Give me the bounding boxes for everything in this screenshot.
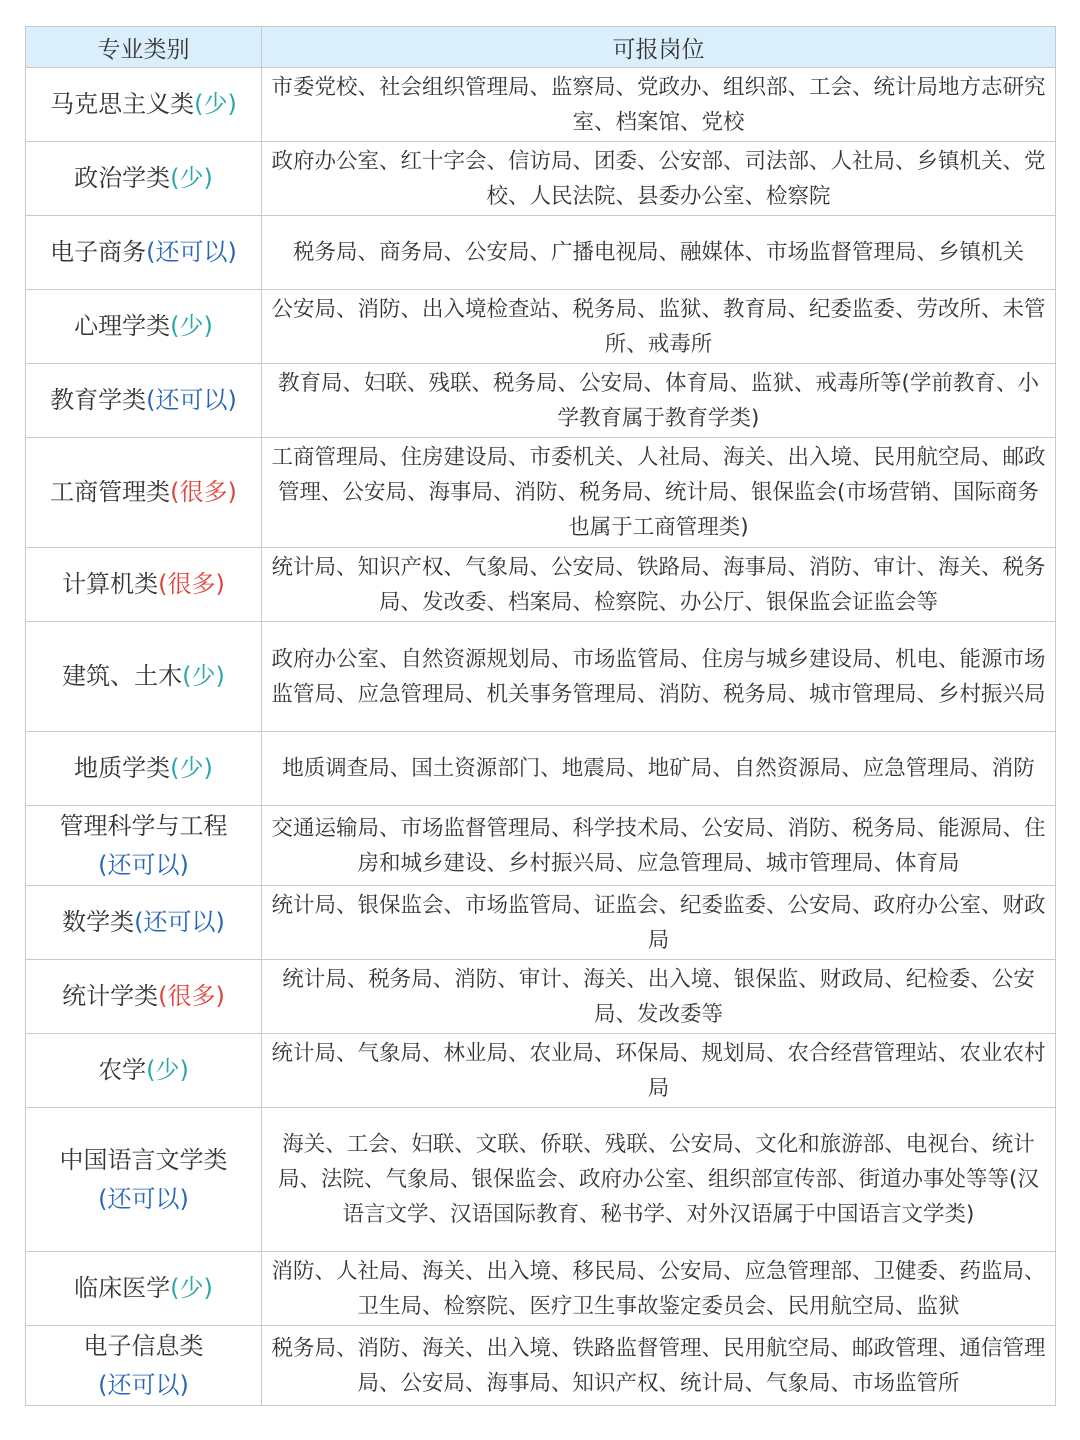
demand-level-tag: (少) <box>170 754 213 782</box>
major-name: 心理学类 <box>74 312 171 340</box>
major-category-cell <box>26 290 262 364</box>
available-positions-cell: 海关、工会、妇联、文联、侨联、残联、公安局、文化和旅游部、电视台、统计局、法院、气象局、银保监会、政府办公室、组织部宣传部、街道办事处等等(汉语言文学、汉语国际教育、秘书学、对外汉语属于中国语言文学类) <box>262 1108 1056 1252</box>
available-positions-cell: 地质调查局、国土资源部门、地震局、地矿局、自然资源局、应急管理局、消防 <box>262 732 1056 806</box>
demand-level-tag: (少) <box>170 164 213 192</box>
available-positions-cell: 工商管理局、住房建设局、市委机关、人社局、海关、出入境、民用航空局、邮政管理、公安局、海事局、消防、税务局、统计局、银保监会(市场营销、国际商务也属于工商管理类) <box>262 438 1056 548</box>
major-category-cell <box>26 1252 262 1326</box>
available-positions-cell: 统计局、银保监会、市场监管局、证监会、纪委监委、公安局、政府办公室、财政局 <box>262 886 1056 960</box>
demand-level-tag: (还可以) <box>98 1370 189 1399</box>
major-category-cell <box>26 806 262 886</box>
major-category-cell <box>26 438 262 548</box>
available-positions-cell: 市委党校、社会组织管理局、监察局、党政办、组织部、工会、统计局地方志研究室、档案馆、党校 <box>262 68 1056 142</box>
table-row <box>26 806 1056 886</box>
header-available-positions: 可报岗位 <box>262 27 1056 68</box>
table-row <box>26 548 1056 622</box>
major-category-cell <box>26 732 262 806</box>
available-positions-cell: 税务局、消防、海关、出入境、铁路监督管理、民用航空局、邮政管理、通信管理局、公安局、海事局、知识产权、统计局、气象局、市场监管所 <box>262 1326 1056 1406</box>
major-name: 农学 <box>98 1056 147 1084</box>
major-category-cell <box>26 216 262 290</box>
major-category-cell <box>26 886 262 960</box>
available-positions-cell: 统计局、知识产权、气象局、公安局、铁路局、海事局、消防、审计、海关、税务局、发改委、档案局、检察院、办公厅、银保监会证监会等 <box>262 548 1056 622</box>
major-name: 电子信息类 <box>83 1331 204 1360</box>
major-name: 统计学类 <box>62 982 159 1010</box>
demand-level-tag: (还可以) <box>98 1184 189 1213</box>
table-row <box>26 1108 1056 1252</box>
table-row <box>26 142 1056 216</box>
header-major-category: 专业类别 <box>26 27 262 68</box>
table-row <box>26 960 1056 1034</box>
table-row <box>26 886 1056 960</box>
major-name: 教育学类 <box>50 386 147 414</box>
demand-level-tag: (很多) <box>170 478 237 506</box>
major-name: 数学类 <box>62 908 135 936</box>
table-row <box>26 1326 1056 1406</box>
major-name: 工商管理类 <box>50 478 171 506</box>
major-category-cell <box>26 1108 262 1252</box>
table-row <box>26 290 1056 364</box>
table-header-row <box>26 27 1056 68</box>
major-category-cell <box>26 68 262 142</box>
demand-level-tag: (少) <box>170 312 213 340</box>
available-positions-cell: 公安局、消防、出入境检查站、税务局、监狱、教育局、纪委监委、劳改所、未管所、戒毒所 <box>262 290 1056 364</box>
table-row <box>26 732 1056 806</box>
major-name: 电子商务 <box>50 238 147 266</box>
major-name: 中国语言文学类 <box>59 1145 228 1174</box>
table-row <box>26 438 1056 548</box>
table-row <box>26 1034 1056 1108</box>
available-positions-cell: 统计局、气象局、林业局、农业局、环保局、规划局、农合经营管理站、农业农村局 <box>262 1034 1056 1108</box>
demand-level-tag: (少) <box>146 1056 189 1084</box>
major-name: 计算机类 <box>62 570 159 598</box>
major-name: 马克思主义类 <box>50 90 195 118</box>
table-row <box>26 364 1056 438</box>
available-positions-cell: 教育局、妇联、残联、税务局、公安局、体育局、监狱、戒毒所等(学前教育、小学教育属于教育学类) <box>262 364 1056 438</box>
demand-level-tag: (还可以) <box>134 908 225 936</box>
available-positions-cell: 统计局、税务局、消防、审计、海关、出入境、银保监、财政局、纪检委、公安局、发改委等 <box>262 960 1056 1034</box>
majors-positions-table <box>25 26 1056 1406</box>
demand-level-tag: (少) <box>194 90 237 118</box>
majors-positions-table-wrapper <box>25 26 1055 1406</box>
major-category-cell <box>26 1034 262 1108</box>
major-name: 地质学类 <box>74 754 171 782</box>
table-body <box>26 68 1056 1406</box>
major-name: 政治学类 <box>74 164 171 192</box>
major-category-cell <box>26 364 262 438</box>
major-category-cell <box>26 960 262 1034</box>
demand-level-tag: (还可以) <box>146 238 237 266</box>
table-row <box>26 622 1056 732</box>
demand-level-tag: (少) <box>182 662 225 690</box>
major-name: 建筑、土木 <box>62 662 183 690</box>
demand-level-tag: (还可以) <box>146 386 237 414</box>
table-row <box>26 68 1056 142</box>
available-positions-cell: 消防、人社局、海关、出入境、移民局、公安局、应急管理部、卫健委、药监局、卫生局、检察院、医疗卫生事故鉴定委员会、民用航空局、监狱 <box>262 1252 1056 1326</box>
major-category-cell <box>26 142 262 216</box>
demand-level-tag: (还可以) <box>98 850 189 879</box>
available-positions-cell: 政府办公室、自然资源规划局、市场监管局、住房与城乡建设局、机电、能源市场监管局、应急管理局、机关事务管理局、消防、税务局、城市管理局、乡村振兴局 <box>262 622 1056 732</box>
major-category-cell <box>26 1326 262 1406</box>
demand-level-tag: (很多) <box>158 982 225 1010</box>
major-name: 临床医学 <box>74 1274 171 1302</box>
table-row <box>26 1252 1056 1326</box>
available-positions-cell: 政府办公室、红十字会、信访局、团委、公安部、司法部、人社局、乡镇机关、党校、人民法院、县委办公室、检察院 <box>262 142 1056 216</box>
major-category-cell <box>26 622 262 732</box>
major-name: 管理科学与工程 <box>59 811 228 840</box>
available-positions-cell: 税务局、商务局、公安局、广播电视局、融媒体、市场监督管理局、乡镇机关 <box>262 216 1056 290</box>
available-positions-cell: 交通运输局、市场监督管理局、科学技术局、公安局、消防、税务局、能源局、住房和城乡建设、乡村振兴局、应急管理局、城市管理局、体育局 <box>262 806 1056 886</box>
demand-level-tag: (少) <box>170 1274 213 1302</box>
table-row <box>26 216 1056 290</box>
major-category-cell <box>26 548 262 622</box>
demand-level-tag: (很多) <box>158 570 225 598</box>
